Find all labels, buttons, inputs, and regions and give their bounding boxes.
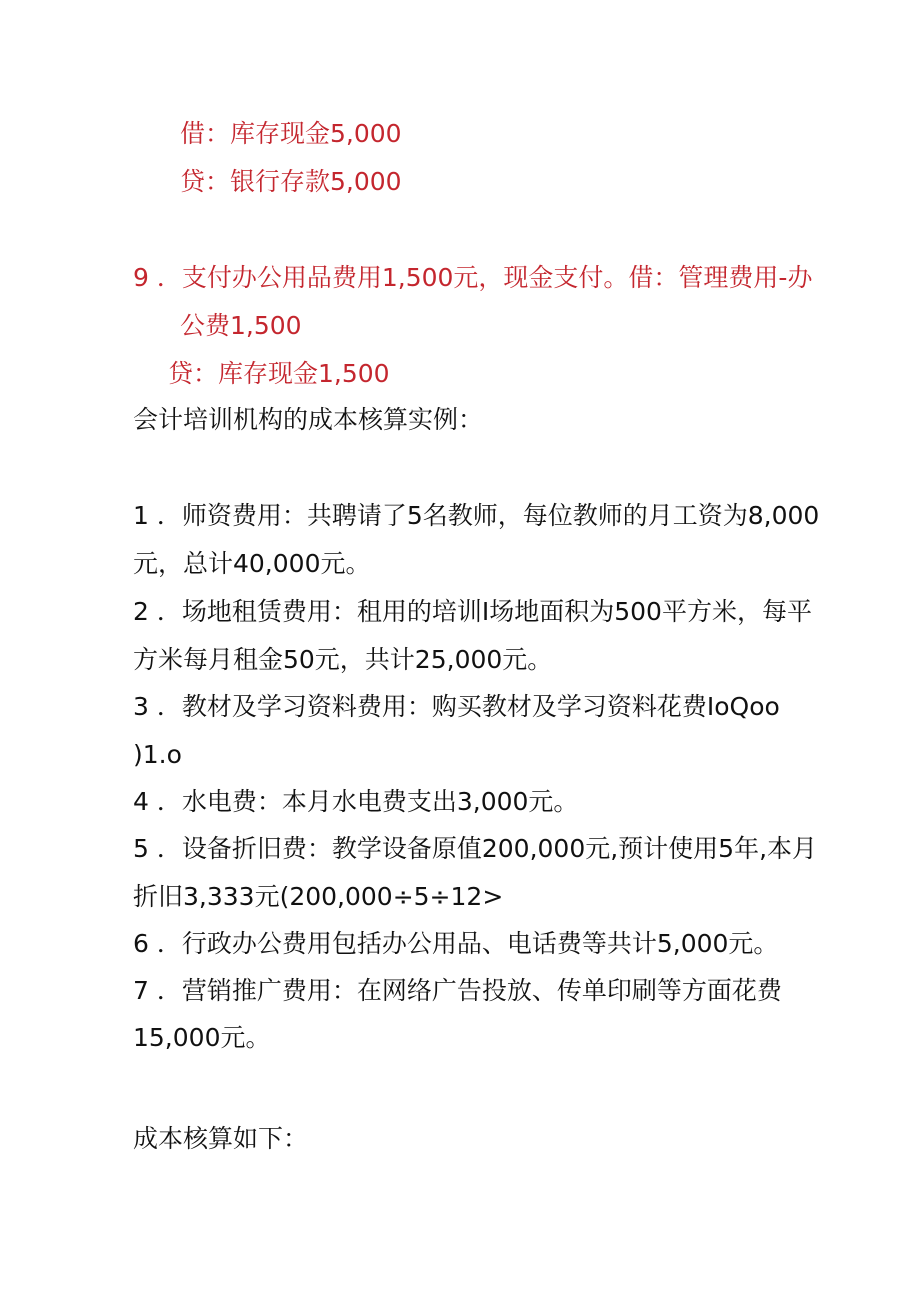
entry-8-debit: 借：库存现金5,000 <box>180 119 402 148</box>
list-item: 4 ．水电费：本月水电费支出3,000元。 <box>133 787 579 816</box>
list-item: 1 ．师资费用：共聘请了5名教师，每位教师的月工资为8,000 <box>133 501 820 530</box>
list-item: 5 ．设备折旧费：教学设备原值200,000元,预计使用5年,本月 <box>133 834 818 863</box>
summary-heading: 成本核算如下： <box>133 1124 309 1153</box>
entry-9-line2: 公费1,500 <box>180 311 302 340</box>
list-item: 6 ．行政办公费用包括办公用品、电话费等共计5,000元。 <box>133 929 779 958</box>
list-item: 7 ．营销推广费用：在网络广告投放、传单印刷等方面花费 <box>133 976 782 1005</box>
entry-9-credit: 贷：库存现金1,500 <box>168 359 390 388</box>
list-item-continuation: 方米每月租金50元，共计25,000元。 <box>133 645 553 674</box>
list-item: 3 ．教材及学习资料费用：购买教材及学习资料花费IoQoo <box>133 692 780 721</box>
entry-8-credit: 贷：银行存款5,000 <box>180 167 402 196</box>
example-heading: 会计培训机构的成本核算实例： <box>133 405 484 434</box>
list-item-continuation: 元，总计40,000元。 <box>133 549 371 578</box>
list-item-continuation: 15,000元。 <box>133 1023 271 1052</box>
entry-9-line1: 9 ．支付办公用品费用1,500元，现金支付。借：管理费用-办 <box>133 263 813 292</box>
list-item-continuation: )1.o <box>133 740 182 769</box>
list-item: 2 ．场地租赁费用：租用的培训I场地面积为500平方米，每平 <box>133 597 812 626</box>
list-item-continuation: 折旧3,333元(200,000÷5÷12> <box>133 882 504 911</box>
